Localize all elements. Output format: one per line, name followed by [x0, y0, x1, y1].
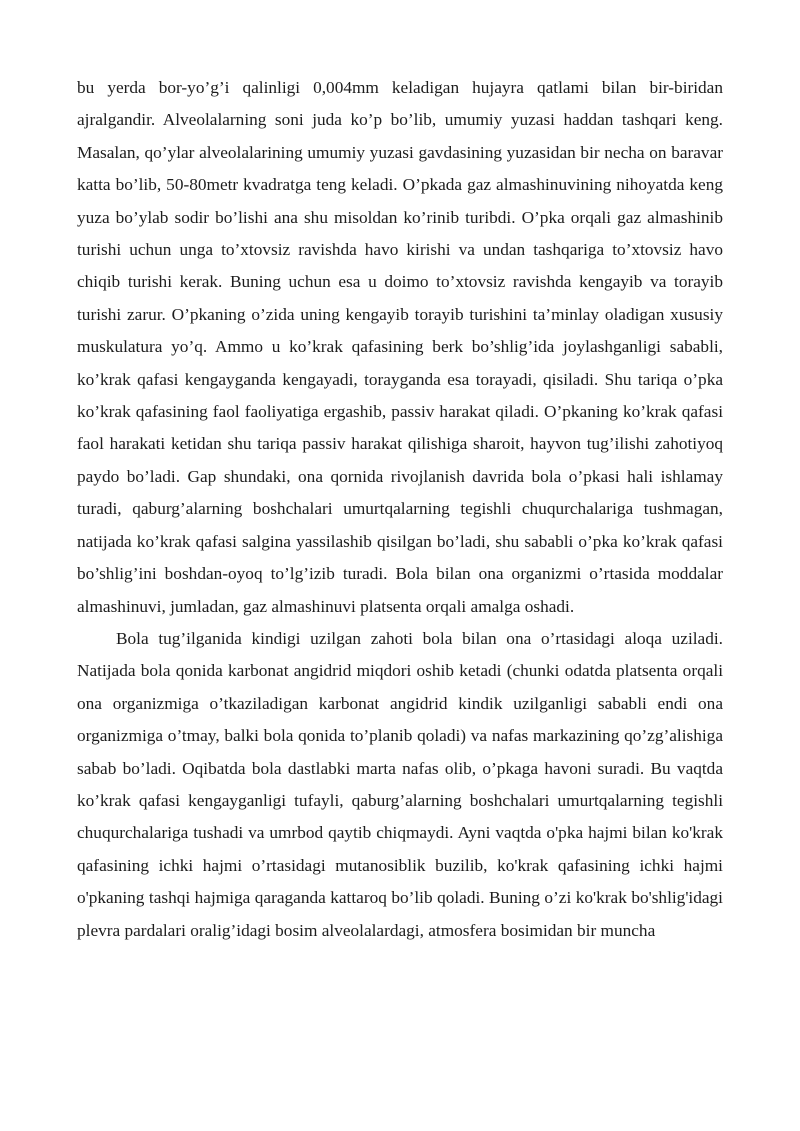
- paragraph-alveoli-lung-mechanics: bu yerda bor-yo’g’i qalinligi 0,004mm keladigan hujayra qatlami bilan bir-biridan ajralgandir. Alveolalarning soni juda ko’p bo’lib, umumiy yuzasi haddan tashqari keng. Masalan, qo’ylar alveolalarining umumiy yuzasi gavdasining yuzasidan bir necha on baravar katta bo’lib, 50-80metr kvadratga teng keladi. O’pkada gaz almashinuvining nihoyatda keng yuza bo’ylab sodir bo’lishi ana shu misoldan ko’rinib turibdi. O’pka orqali gaz almashinib turishi uchun unga to’xtovsiz ravishda havo kirishi va undan tashqariga to’xtovsiz havo chiqib turishi kerak. Buning uchun esa u doimo to’xtovsiz ravishda kengayib va torayib turishi zarur. O’pkaning o’zida uning kengayib torayib turishini ta’minlay oladigan xususiy muskulatura yo’q. Ammo u ko’krak qafasining berk bo’shlig’ida joylashganligi sababli, ko’krak qafasi kengayganda kengayadi, torayganda esa torayadi, qisiladi. Shu tariqa o’pka ko’krak qafasining faol faoliyatiga ergashib, passiv harakat qiladi. O’pkaning ko’krak qafasi faol harakati ketidan shu tariqa passiv harakat qilishiga sharoit, hayvon tug’ilishi zahotiyoq paydo bo’ladi. Gap shundaki, ona qornida rivojlanish davrida bola o’pkasi hali ishlamay turadi, qaburg’alarning boshchalari umurtqalarning tegishli chuqurchalariga tushmagan, natijada ko’krak qafasi salgina yassilashib qisilgan bo’ladi, shu sababli o’pka ko’krak qafasi bo’shlig’ini boshdan-oyoq to’lg’izib turadi. Bola bilan ona organizmi o’rtasida moddalar almashinuvi, jumladan, gaz almashinuvi platsenta orqali amalga oshadi.: [77, 78, 723, 616]
- paragraph-newborn-first-breath: Bola tug’ilganida kindigi uzilgan zahoti bola bilan ona o’rtasidagi aloqa uziladi. Natijada bola qonida karbonat angidrid miqdori oshib ketadi (chunki odatda platsenta orqali ona organizmiga o’tkaziladigan karbonat angidrid kindik uzilganligi sababli endi ona organizmiga o’tmay, balki bola qonida to’planib qoladi) va nafas markazining qo’zg’alishiga sabab bo’ladi. Oqibatda bola dastlabki marta nafas olib, o’pkaga havoni suradi. Bu vaqtda ko’krak qafasi kengayganligi tufayli, qaburg’alarning boshchalari umurtqalarning tegishli chuqurchalariga tushadi va umrbod qaytib chiqmaydi. Ayni vaqtda o'pka hajmi bilan ko'krak qafasining ichki hajmi o’rtasidagi mutanosiblik buzilib, ko'krak qafasining ichki hajmi o'pkaning tashqi hajmiga qaraganda kattaroq bo’lib qoladi. Buning o’zi ko'krak bo'shlig'idagi plevra pardalari oralig’idagi bosim alveolalardagi, atmosfera bosimidan bir muncha: [77, 628, 723, 940]
- body-text: [77, 72, 723, 947]
